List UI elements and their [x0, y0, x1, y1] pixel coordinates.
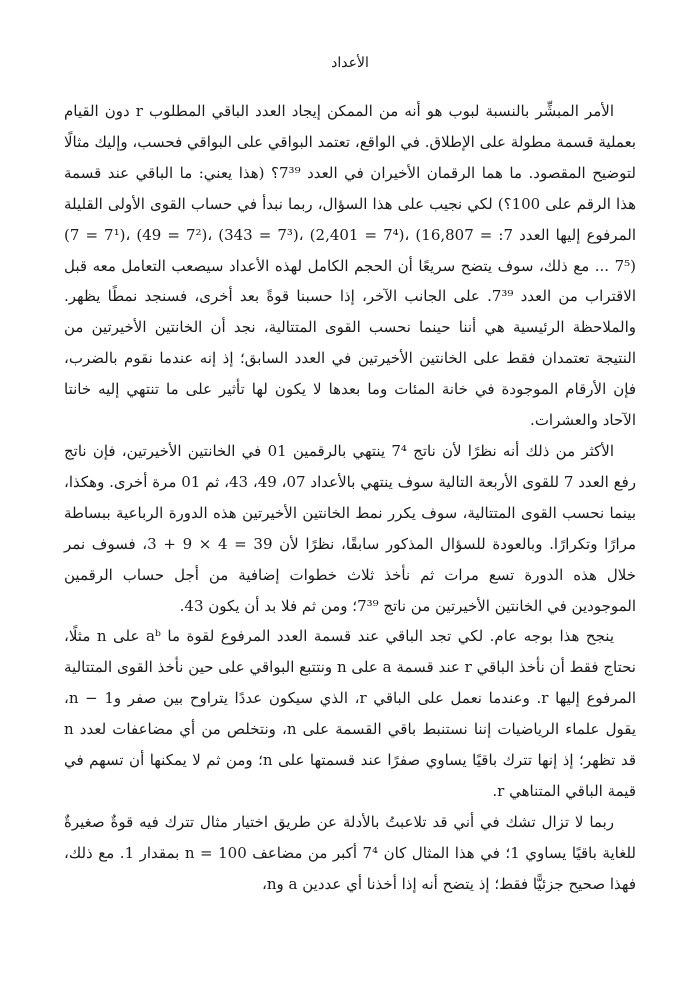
- running-head: الأعداد: [331, 55, 369, 71]
- body-text: [64, 96, 636, 900]
- paragraph: الأمر المبشِّر بالنسبة لبوب هو أنه من الممكن إيجاد العدد الباقي المطلوب r دون القيام بعملية قسمة مطولة على الإطلاق. في الواقع، تعتمد البواقي على البواقي فحسب، وإليك مثالًا لتوضيح المقصود. ما هما الرقمان الأخيران في العدد ‎7³⁹‎؟ (هذا يعني: ما الباقي عند قسمة هذا الرقم على 100؟) لكي نجيب على هذا السؤال، ربما نبدأ في حساب القوى الأولى القليلة المرفوع إليها العدد 7: ‎(7 = 7¹)‎، ‎(49 = 7²)‎، ‎(343 = 7³)‎، ‎(2,401 = 7⁴)‎، ‎(16,807 = 7⁵)‎ ... مع ذلك، سوف يتضح سريعًا أن الحجم الكامل لهذه الأعداد سيصعب التعامل معه قبل الاقتراب من العدد ‎7³⁹‎. على الجانب الآخر، إذا حسبنا قوةً بعد أخرى، فسنجد نمطًا يظهر. والملاحظة الرئيسية هي أننا حينما نحسب القوى المتتالية، نجد أن الخانتين الأخيرتين من النتيجة تعتمدان فقط على الخانتين الأخيرتين في العدد السابق؛ إذ إنه عندما نقوم بالضرب، فإن الأرقام الموجودة في خانة المئات وما بعدها لا يكون لها تأثير على ما تنتهي إليه خانتا الآحاد والعشرات.: [64, 102, 636, 430]
- paragraph: الأكثر من ذلك أنه نظرًا لأن ناتج ‎7⁴‎ ينتهي بالرقمين 01 في الخانتين الأخيرتين، فإن ناتج رفع العدد 7 للقوى الأربعة التالية سوف ينتهي بالأعداد 07، 49، 43، ثم 01 مرة أخرى. وهكذا، بينما نحسب القوى المتتالية، سوف يكرر نمط الخانتين الأخيرتين هذه الدورة الرباعية ببساطة مرارًا وتكرارًا. وبالعودة للسؤال المذكور سابقًا، نظرًا لأن ‎3 + 9 × 4 = 39‎، فسوف نمر خلال هذه الدورة تسع مرات ثم نأخذ ثلاث خطوات إضافية من أجل حساب الرقمين الموجودين في الخانتين الأخيرتين من ناتج ‎7³⁹‎؛ ومن ثم فلا بد أن يكون 43.: [64, 441, 636, 615]
- paragraph: ربما لا تزال تشك في أني قد تلاعبتُ بالأدلة عن طريق اختيار مثال تترك فيه قوةٌ صغيرةٌ للغاية باقيًا يساوي 1؛ في هذا المثال كان ‎7⁴‎ أكبر من مضاعف ‎n = 100‎ بمقدار 1. مع ذلك، فهذا صحيح جزئيًّا فقط؛ إذ يتضح أنه إذا أخذنا أي عددين a وn،: [64, 812, 636, 893]
- paragraph: ينجح هذا بوجه عام. لكي تجد الباقي عند قسمة العدد المرفوع لقوة ما ‎aᵇ‎ على n مثلًا، نحتاج فقط أن نأخذ الباقي r عند قسمة a على n ونتتبع البواقي على حين نأخذ القوى المتتالية المرفوع إليها r. وعندما نعمل على الباقي r، الذي سيكون عددًا يتراوح بين صفر و‎n − 1‎، يقول علماء الرياضيات إننا نستنبط باقي القسمة على n، ونتخلص من أي مضاعفات لعدد n قد تظهر؛ إذ إنها تترك باقيًا يساوي صفرًا عند قسمتها على n؛ ومن ثم لا يمكنها أن تسهم في قيمة الباقي المتناهي r.: [64, 627, 637, 800]
